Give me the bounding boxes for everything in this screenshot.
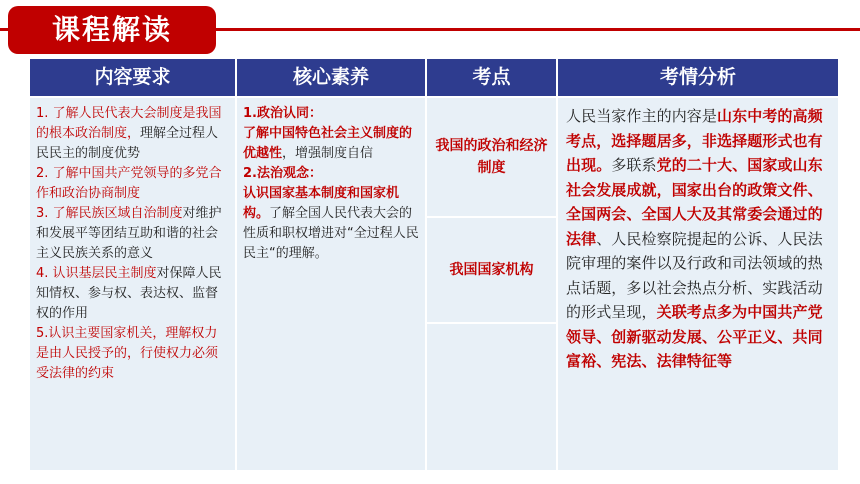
requirement-3-highlight: 3. 了解民族区域自治制度 xyxy=(36,206,183,221)
header-core-literacy: 核心素养 xyxy=(237,59,425,96)
literacy-paragraph-2-text: 了解全国人民代表大会的性质和职权增进对“全过程人民民主“的理解。 xyxy=(243,206,419,261)
literacy-paragraph-2 xyxy=(243,184,419,264)
requirement-4-highlight: 4. 认识基层民主制度 xyxy=(36,266,157,281)
literacy-paragraph-2-highlight: 认识国家基本制度和国家机构。 xyxy=(243,186,400,221)
requirement-5 xyxy=(36,324,229,384)
exam-point-cell-2 xyxy=(427,218,556,322)
requirement-5-highlight: 5.认识主要国家机关，理解权力是由人民授予的，行使权力必须受法律的约束 xyxy=(36,326,219,381)
header-content-requirements: 内容要求 xyxy=(30,59,235,96)
header-exam-points: 考点 xyxy=(427,59,556,96)
requirement-3-text: 对维护和发展平等团结互助和谐的社会主义民族关系的意义 xyxy=(36,206,222,261)
requirement-4 xyxy=(36,264,229,324)
literacy-paragraph-1 xyxy=(243,124,419,164)
core-literacy-cell xyxy=(237,98,425,470)
exam-point-cell-empty xyxy=(427,324,556,470)
page-title: 课程解读 xyxy=(8,6,216,54)
literacy-paragraph-1-text: ，增强制度自信 xyxy=(282,146,374,161)
analysis-seg-6: 关联考点多为中国共产党领导、创新驱动发展、公平正义、共同富裕、宪法、法律特征等 xyxy=(566,303,823,370)
requirement-1-text: 理解全过程人民民主的制度优势 xyxy=(36,126,219,161)
analysis-seg-1: 人民当家作主的内容是 xyxy=(566,107,718,125)
requirement-4-text: 对保障人民知情权、参与权、表达权、监督权的作用 xyxy=(36,266,222,321)
requirement-2 xyxy=(36,164,229,204)
exam-point-2: 我国国家机构 xyxy=(449,262,534,278)
exam-point-cell-1 xyxy=(427,98,556,216)
exam-point-1: 我国的政治和经济制度 xyxy=(435,138,548,176)
requirement-1 xyxy=(36,104,229,164)
header-exam-analysis: 考情分析 xyxy=(558,59,838,96)
exam-analysis-cell xyxy=(558,98,838,470)
course-table xyxy=(30,59,838,470)
requirement-2-highlight: 2. 了解中国共产党领导的多党合作和政治协商制度 xyxy=(36,166,222,201)
requirement-1-highlight: 1. 了解人民代表大会制度是我国的根本政治制度， xyxy=(36,106,222,141)
requirement-3 xyxy=(36,204,229,264)
literacy-paragraph-1-highlight: 了解中国特色社会主义制度的优越性 xyxy=(243,126,413,161)
exam-analysis-text xyxy=(566,104,830,374)
literacy-heading-2: 2.法治观念： xyxy=(243,166,322,181)
analysis-seg-4: 党的二十大、国家或山东社会发展成就，国家出台的政策文件、全国两会、全国人大及其常委会通过的法律 xyxy=(566,156,823,248)
analysis-seg-2: 山东中考的高频考点，选择题居多，非选择题形式也有出现。 xyxy=(566,107,823,174)
content-requirements-cell xyxy=(30,98,235,470)
analysis-seg-5: 、人民检察院提起的公诉、人民法院审理的案件以及行政和司法领域的热点话题，多以社会热点分析、实践活动的形式呈现， xyxy=(566,229,823,321)
analysis-seg-3: 多联系 xyxy=(611,156,657,174)
literacy-heading-1: 1.政治认同： xyxy=(243,106,322,121)
